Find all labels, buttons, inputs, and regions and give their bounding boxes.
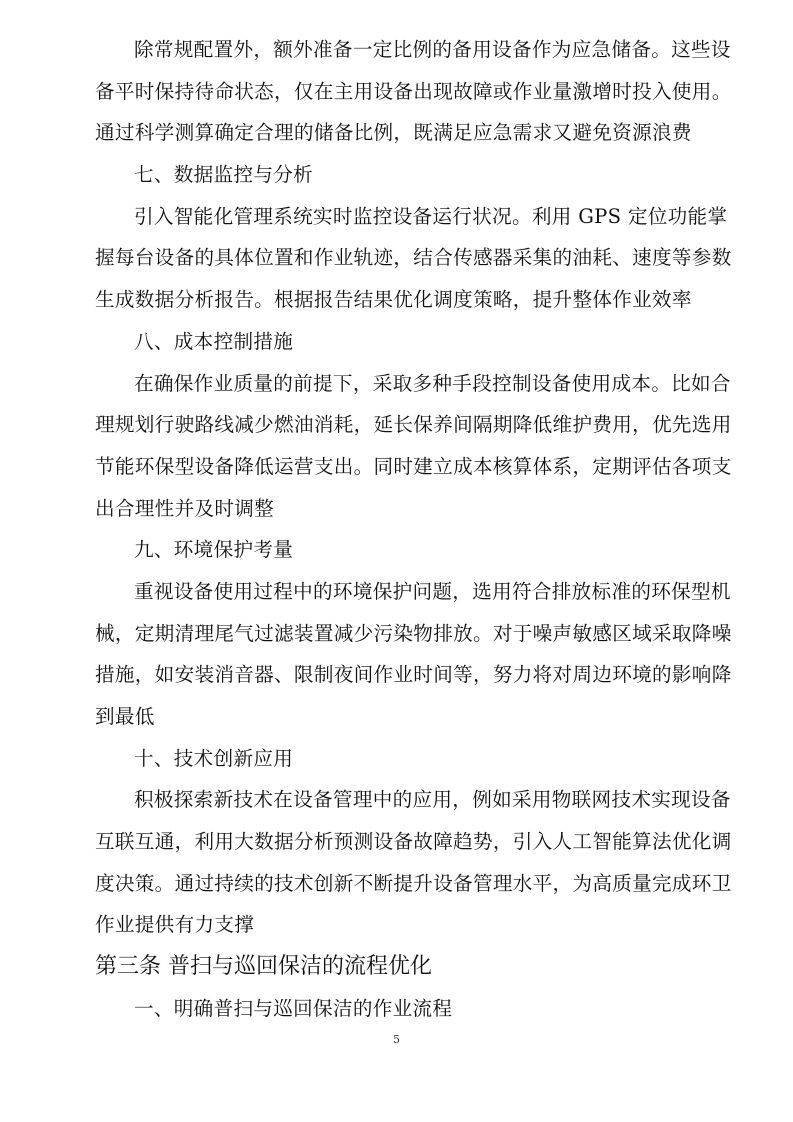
text-line: 生成数据分析报告。根据报告结果优化调度策略，提升整体作业效率 — [95, 288, 692, 312]
paragraph — [95, 779, 732, 946]
text-line: 一、明确普扫与巡回保洁的作业流程 — [134, 996, 453, 1020]
paragraph — [95, 196, 732, 321]
section-heading — [95, 529, 705, 571]
paragraph — [95, 363, 732, 530]
text-line: 引入智能化管理系统实时监控设备运行状况。利用 GPS 定位功能掌 — [134, 204, 728, 228]
text-line: 积极探索新技术在设备管理中的应用，例如采用物联网技术实现设备 — [134, 788, 731, 812]
section-heading — [95, 321, 705, 363]
text-line: 七、数据监控与分析 — [134, 163, 314, 187]
section-heading — [95, 738, 705, 780]
text-line: 出合理性并及时调整 — [95, 496, 275, 520]
text-line: 八、成本控制措施 — [134, 329, 294, 353]
document-body — [95, 29, 732, 1030]
section-heading — [95, 154, 705, 196]
text-line: 互联互通，利用大数据分析预测设备故障趋势，引入人工智能算法优化调 — [95, 830, 732, 854]
text-line: 节能环保型设备降低运营支出。同时建立成本核算体系，定期评估各项支 — [95, 454, 732, 478]
text-line: 到最低 — [95, 705, 155, 728]
text-line: 理规划行驶路线减少燃油消耗，延长保养间隔期降低维护费用，优先选用 — [95, 413, 732, 437]
text-line: 措施，如安装消音器、限制夜间作业时间等，努力将对周边环境的影响降 — [95, 663, 732, 687]
text-line: 械，定期清理尾气过滤装置减少污染物排放。对于噪声敏感区域采取降噪 — [95, 621, 732, 645]
article-heading — [95, 946, 705, 988]
text-line: 重视设备使用过程中的环境保护问题，选用符合排放标准的环保型机 — [134, 579, 731, 603]
text-line: 备平时保持待命状态，仅在主用设备出现故障或作业量激增时投入使用。 — [95, 79, 732, 103]
section-heading — [95, 988, 705, 1030]
text-line: 握每台设备的具体位置和作业轨迹，结合传感器采集的油耗、速度等参数 — [95, 246, 732, 270]
text-line: 度决策。通过持续的技术创新不断提升设备管理水平，为高质量完成环卫 — [95, 871, 732, 895]
page-number: 5 — [393, 1033, 400, 1046]
text-line: 九、环境保护考量 — [134, 538, 294, 562]
text-line: 作业提供有力支撑 — [95, 913, 255, 937]
paragraph — [95, 29, 732, 154]
paragraph — [95, 571, 732, 738]
text-line: 十、技术创新应用 — [134, 746, 294, 770]
text-line: 除常规配置外，额外准备一定比例的备用设备作为应急储备。这些设 — [134, 38, 731, 61]
text-line: 通过科学测算确定合理的储备比例，既满足应急需求又避免资源浪费 — [95, 121, 692, 145]
text-line: 第三条 普扫与巡回保洁的流程优化 — [95, 954, 432, 980]
text-line: 在确保作业质量的前提下，采取多种手段控制设备使用成本。比如合 — [134, 371, 731, 395]
